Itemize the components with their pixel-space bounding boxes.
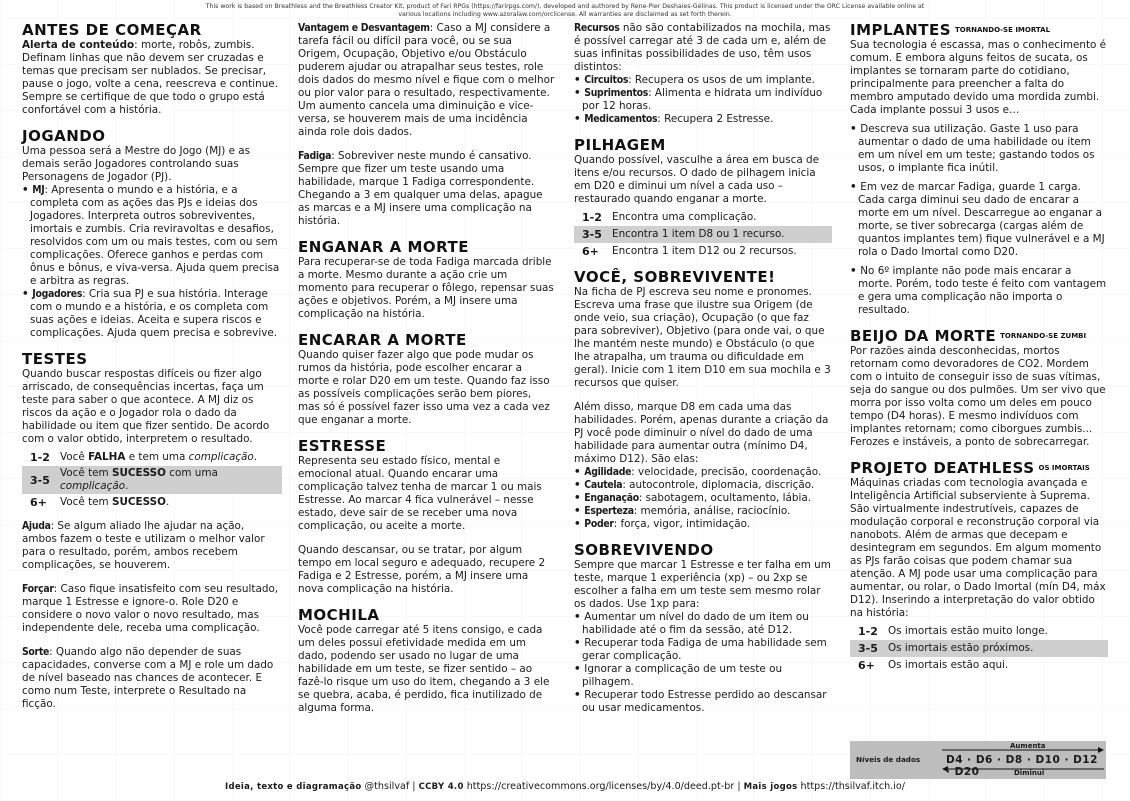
result-row: 6+ Você tem SUCESSO. [30,496,170,509]
xp-item: • Aumentar um nível do dado de um item ou habilidade até o fim da sessão, até D12. [574,611,832,637]
section-title-deathless: PROJETO DEATHLESS OS IMORTAIS [850,459,1090,477]
sorte-text: Sorte: Quando algo não depender de suas capacidades, converse com a MJ e role um dado de nível baseado nas chances de acontecer. E como num Teste, interprete o Resultado na ficção. [22,646,274,710]
xp-item: • Ignorar a complicação de um teste ou pilhagem. [574,663,832,689]
sobrevivendo-text: Sempre que marcar 1 Estresse e ter falha em um teste, marque 1 experiência (xp) – ou 2xp se escolher a falha em um teste sem mesmo rolar os dados. Use 1xp para: [574,559,831,610]
result-row: 1-2 Os imortais estão muito longe. [858,625,1048,638]
footer-license-link[interactable]: https://creativecommons.org/licenses/by/4.0/deed.pt-br | [463,781,744,792]
footer-license-title: CCBY 4.0 [418,782,464,792]
license-line-2: various locations including www.azoralaw.com/orclicense. All warranties are disclaimed as set forth therein. [398,11,732,18]
dice-scale-decrease: Diminui [1014,769,1045,777]
enganar-text: Para recuperar-se de toda Fadiga marcada drible a morte. Mesmo durante a ação crie um momento para recuperar o fôlego, repensar suas ações e objetivos. Porém, a MJ insere uma complicação na história. [298,256,554,320]
section-title-beijo: BEIJO DA MORTE TORNANDO-SE ZUMBI [850,327,1087,345]
implante-rule: • Em vez de marcar Fadiga, guarde 1 carga. Cada carga diminui seu dado de encarar a morte em um nível. Descarregue ao enganar a morte, se tiver sobrecarga (cargas além de quantos implantes tem) fique vulnerável e a MJ rola o Dado Imortal como D20. [850,181,1108,259]
deathless-text: Máquinas criadas com tecnologia avançada e Inteligência Artificial subserviente à Suprema. São virtualmente indestrutíveis, capazes de modulação corporal e reconstrução corporal via nanobots. Além de armas que decepam e desintegram em segundos. Em algum momento as PJs farão coisas que podem chamar sua atenção. A MJ pode usar uma complicação para aumentar, ou rolar, o Dado Imortal (mín D4, máx D12). Inserindo a interpretação do valor obtido na história: [850,477,1106,619]
dice-scale-values: D4 · D6 · D8 · D10 · D12 · D20 [946,754,1098,778]
recurso-item: • Suprimentos: Alimenta e hidrata um indivíduo por 12 horas. [574,87,832,113]
section-title-enganar: ENGANAR A MORTE [298,238,470,256]
dice-level-scale [850,741,1106,779]
section-title-antes: ANTES DE COMEÇAR [22,21,202,39]
implante-rule: • No 6º implante não pode mais encarar a morte. Porém, todo teste é feito com vantagem e gera uma complicação não importa o resultado. [850,265,1108,317]
section-title-pilhagem: PILHAGEM [574,136,666,154]
result-row: 1-2 Você FALHA e tem uma complicação. [30,451,258,464]
skill-item: • Esperteza: memória, análise, raciocínio. [574,505,832,518]
section-title-voce: VOCÊ, SOBREVIVENTE! [574,268,776,286]
vantagem-text: Vantagem e Desvantagem: Caso a MJ considere a tarefa fácil ou difícil para você, ou se sua Origem, Ocupação, Objetivo e/ou Obstáculo puderem ajudar ou atrapalhar seus testes, role dois dados do mesmo nível e fique com o melhor ou pior valor para o resultado, respectivamente. Um aumento cancela uma diminuição e vice-versa, se houverem mais de uma incidência ainda role dois dados. [298,22,555,138]
pilhagem-text: Quando possível, vasculhe a área em busca de itens e/ou recursos. O dado de pilhagem inicia em D20 e diminui um nível a cada uso – restaurado quando enganar a morte. [574,154,819,205]
implantes-subtitle: TORNANDO-SE IMORTAL [955,26,1051,34]
section-title-encarar: ENCARAR A MORTE [298,331,467,349]
recursos-text: Recursos não são contabilizados na mochila, mas é possível carregar até 3 de cada um e, além de suas infinitas possibilidades de uso, têm usos distintos: [574,22,831,73]
mochila-text: Você pode carregar até 5 itens consigo, e cada um deles possui efetividade medida em um dado, podendo ser usado no lugar de uma habilidade em um teste, se fizer sentido – ao fazê-lo risque um uso do item, chegando a 3 ele se quebra, acaba, é perdido, fica inutilizado de alguma forma. [298,624,550,714]
beijo-text: Por razões ainda desconhecidas, mortos retornam como devoradores de CO2. Mordem com o intuito de conseguir isso de suas vítimas, seja do sangue ou dos pulmões. Um ser vivo que morra por isso volta como um deles em pouco tempo (D4 horas). E mesmo indivíduos com implantes retornam; como ciborgues zumbis... Ferozes e instáveis, a ponto de sobrecarregar. [850,345,1106,448]
skill-item: • Poder: força, vigor, intimidação. [574,518,832,531]
voce-text-2: Além disso, marque D8 em cada uma das habilidades. Porém, apenas durante a criação da PJ você pode diminuir o nível do dado de uma habilidade para aumentar outra (mínimo D4, máximo D12). São elas: [574,401,829,465]
skill-item: • Cautela: autocontrole, diplomacia, discrição. [574,479,832,492]
dice-scale-label: Níveis de dados [856,755,921,764]
forcar-text: Forçar: Caso fique insatisfeito com seu resultado, marque 1 Estresse e ignore-o. Role D20 e considere o novo valor o novo resultado, mas independente dele, receba uma complicação. [22,583,279,634]
footer-credit-title: Ideia, texto e diagramação [225,782,362,792]
skill-item: • Enganação: sabotagem, ocultamento, lábia. [574,492,832,505]
xp-item: • Recuperar toda Fadiga de uma habilidade sem gerar complicação. [574,637,832,663]
fadiga-text: Fadiga: Sobreviver neste mundo é cansativo. Sempre que fizer um teste usando uma habilidade, marque 1 Fadiga correspondente. Chegando a 3 em qualquer uma delas, apague as marcas e a MJ insere uma complicação na história. [298,150,543,227]
result-row: 3-5 Encontra 1 item D8 ou 1 recurso. [574,226,832,243]
license-line-1: This work is based on Breathless and the Breathless Creator Kit, product of Fari RPGs (https://farirpgs.com/), developed and authored by Rene-Pier Deshaies-Gélinas. This product is licensed under the ORC License available online at [205,3,925,10]
column-3 [574,22,832,715]
ajuda-text: Ajuda: Se algum aliado lhe ajudar na ação, ambos fazem o teste e utilizam o melhor valor para o resultado, porém, ambos recebem complicações, se houverem. [22,520,265,571]
recurso-item: • Medicamentos: Recupera 2 Estresse. [574,113,832,126]
voce-text-1: Na ficha de PJ escreva seu nome e pronomes. Escreva uma frase que ilustre sua Origem (de onde veio, sua criação), Ocupação (o que faz para sobreviver), Objetivo (para onde vai, o que lhe mantém neste mundo) e Obstáculo (o que lhe atrapalha, um trauma ou dificuldade em geral). Inicie com 1 item D10 em sua mochila e 3 recursos que quiser. [574,286,831,389]
implantes-text: Sua tecnologia é escassa, mas o conhecimento é comum. E embora alguns feitos de sucata, os implantes se tornaram parte do cotidiano, principalmente para preencher a falta do membro amputado devido uma mordida zumbi. Cada implante possui 3 usos e… [850,39,1107,116]
jogando-mj: • MJ: Apresenta o mundo e a história, e a completa com as ações das PJs e ideias dos Jogadores. Interpreta outros sobreviventes, imortais e zumbis. Cria reviravoltas e desafios, resolvidos com um ou mais testes, com ou sem complicações. Oferece ganhos e perdas com ônus e bônus, e viva-versa. Ajuda quem precisa e arbitra as regras. [22,184,282,288]
section-title-jogando: JOGANDO [22,127,106,145]
estresse-text-2: Quando descansar, ou se tratar, por algum tempo em local seguro e adequado, recupere 2 Fadiga e 2 Estresse, porém, a MJ insere uma nova complicação na história. [298,544,546,595]
section-title-sobrevivendo: SOBREVIVENDO [574,541,714,559]
result-row: 6+ Encontra 1 item D12 ou 2 recursos. [582,245,797,258]
footer-more-link[interactable]: https://thsilvaf.itch.io/ [797,781,905,792]
result-row: 3-5 Você tem SUCESSO com uma complicação. [22,466,282,494]
footer-credit: @thsilvaf | [361,781,419,792]
footer-more-title: Mais jogos [743,782,798,792]
section-title-mochila: MOCHILA [298,606,380,624]
section-title-implantes: IMPLANTES TORNANDO-SE IMORTAL [850,21,1051,39]
beijo-subtitle: TORNANDO-SE ZUMBI [1000,332,1087,340]
skill-item: • Agilidade: velocidade, precisão, coordenação. [574,466,832,479]
xp-item: • Recuperar todo Estresse perdido ao descansar ou usar medicamentos. [574,689,832,715]
license-notice [150,3,980,19]
testes-results-table [22,449,282,511]
deathless-subtitle: OS IMORTAIS [1038,464,1090,472]
testes-text: Quando buscar respostas difíceis ou fizer algo arriscado, de consequências incertas, faça um teste para saber o que acontece. A MJ diz os riscos da ação e o Jogador rola o dado da habilidade ou item que fizer sentido. De acordo com o valor obtido, interpretem o resultado. [22,368,270,445]
encarar-text: Quando quiser fazer algo que pode mudar os rumos da história, pode escolher encarar a morte e rolar D20 em um teste. Quando faz isso as possíveis complicações serão bem piores, mas só é possível fazer isso uma vez a cada vez que enganar a morte. [298,349,550,426]
pilhagem-results-table [574,209,832,260]
jogando-intro: Uma pessoa será a Mestre do Jogo (MJ) e as demais serão Jogadores controlando suas Personagens de Jogador (PJ). [22,145,251,183]
column-1 [22,22,282,711]
dice-scale-increase: Aumenta [1010,742,1046,750]
result-row: 1-2 Encontra uma complicação. [582,211,757,224]
page-footer [0,780,1130,794]
result-row: 6+ Os imortais estão aqui. [858,659,1009,672]
implante-rule: • Descreva sua utilização. Gaste 1 uso para aumentar o dado de uma habilidade ou item em um nível em um teste; gastando todos os usos, o implante fica inútil. [850,123,1108,175]
jogando-jogadores: • Jogadores: Cria sua PJ e sua história. Interage com o mundo e a história, e os completa com suas ações e ideias. Aceita e supera riscos e complicações. Ajuda quem precisa e sobrevive. [22,288,282,340]
column-2 [298,22,556,715]
imortais-results-table [850,623,1108,674]
section-title-testes: TESTES [22,350,88,368]
antes-text: Alerta de conteúdo: morte, robôs, zumbis. Definam linhas que não devem ser cruzadas e temas que precisam ser nublados. Se precisar, pause o jogo, volte a cena, reescreva e continue. Sempre se certifique de que todo o grupo está confortável com a história. [22,39,279,116]
result-row: 3-5 Os imortais estão próximos. [850,640,1108,657]
estresse-text-1: Representa seu estado físico, mental e emocional atual. Quando encarar uma complicação talvez tenha de marcar 1 ou mais Estresse. Ao marcar 4 fica vulnerável – nesse estado, deve sair de se receber uma nova complicação, ou aceite a morte. [298,455,542,532]
recurso-item: • Circuitos: Recupera os usos de um implante. [574,74,832,87]
section-title-estresse: ESTRESSE [298,437,387,455]
column-4 [850,22,1108,677]
